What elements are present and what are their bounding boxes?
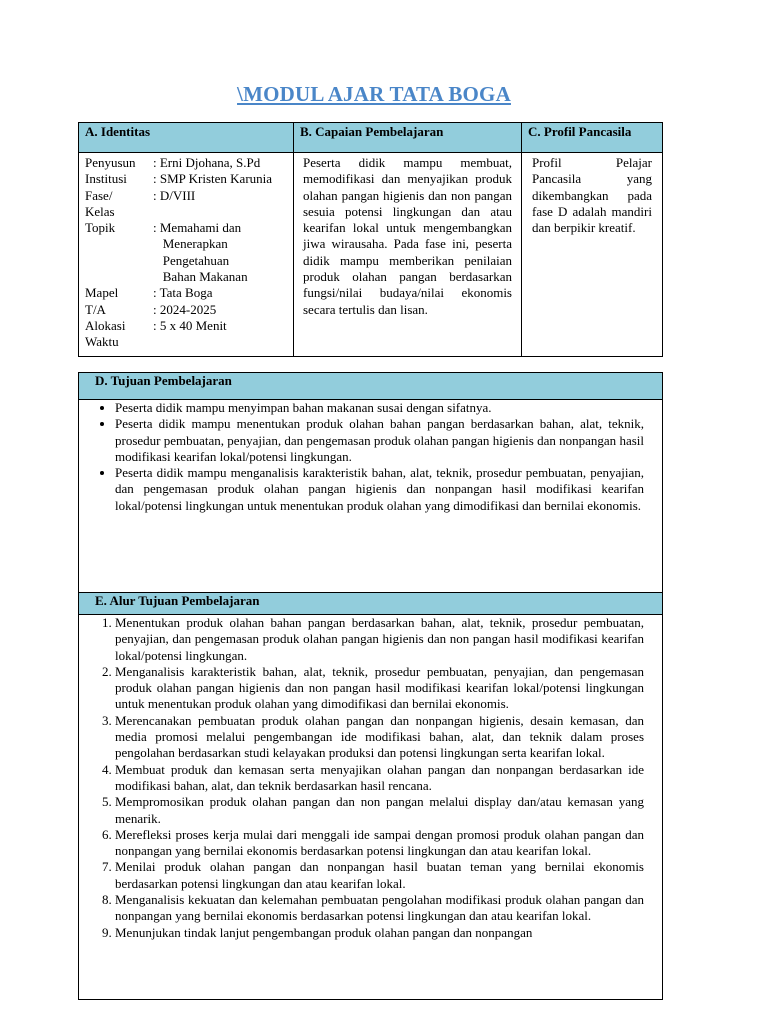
identitas-value: Bahan Makanan xyxy=(153,269,248,285)
alur-item: 8. Menganalisis kekuatan dan kelemahan pembuatan pengolahan modifikasi produk olahan pangan dan nonpangan yang bernilai ekonomis berdasarkan potensi lingkungan dan atau kearifan lokal. xyxy=(115,892,644,925)
identitas-label: Penyusun xyxy=(85,155,136,170)
profil-header: C. Profil Pancasila xyxy=(522,123,663,153)
alur-item: 5. Mempromosikan produk olahan pangan dan non pangan melalui display dan/atau kemasan yang menarik. xyxy=(115,794,644,827)
identitas-value: Menerapkan xyxy=(153,236,228,252)
capaian-text: Peserta didik mampu membuat, memodifikasi dan menyajikan produk olahan pangan higienis dan non pangan sesuia potensi lingkungan dan atau kearifan lokal untuk mengembangkan jiwa wirausaha. Pada fase ini, peserta didik mampu memberikan penilaian produk olahan pangan berdasarkan fungsi/nilai budaya/nilai ekonomis secara tertulis dan lisan. xyxy=(303,155,512,317)
alur-cell xyxy=(79,615,663,1000)
identity-table xyxy=(78,122,663,357)
tujuan-item: • Peserta didik mampu menentukan produk olahan bahan pangan berdasarkan bahan, alat, teknik, prosedur pembuatan, penyajian, dan pengemasan produk olahan pangan higienis dan nonpangan hasil modifikasi kearifan lokal/potensi lingkungan. xyxy=(115,416,644,465)
tujuan-item: • Peserta didik mampu menyimpan bahan makanan susai dengan sifatnya. xyxy=(115,400,644,416)
identitas-value: : 5 x 40 Menit xyxy=(153,317,227,333)
alur-item: 9. Menunjukan tindak lanjut pengembangan produk olahan pangan dan nonpangan xyxy=(115,925,644,941)
identitas-value: : SMP Kristen Karunia xyxy=(153,171,273,187)
capaian-header: B. Capaian Pembelajaran xyxy=(294,123,522,153)
identitas-label: Alokasi xyxy=(85,317,126,333)
document-title: \MODUL AJAR TATA BOGA xyxy=(237,82,511,106)
identitas-label: Fase/ xyxy=(85,187,113,203)
alur-item: 1. Menentukan produk olahan bahan pangan berdasarkan bahan, alat, teknik, prosedur pembuatan, penyajian, dan pengemasan produk olahan pangan higienis dan non pangan hasil modifikasi kearifan lokal/potensi lingkungan. xyxy=(115,615,644,664)
identitas-header: A. Identitas xyxy=(79,123,294,153)
identitas-grid xyxy=(79,153,293,351)
identitas-value: Pengetahuan xyxy=(153,252,230,268)
tujuan-item: • Peserta didik mampu menganalisis karakteristik bahan, alat, teknik, prosedur pembuatan, penyajian, dan pengemasan produk olahan pangan higienis dan nonpangan hasil modifikasi kearifan lokal/potensi lingkungan untuk menentukan produk olahan yang dimodifikasi dan bernilai ekonomis. xyxy=(115,465,644,514)
alur-list xyxy=(79,615,662,941)
identitas-value: : D/VIII xyxy=(153,187,196,203)
identitas-label: Waktu xyxy=(85,334,119,350)
tujuan-cell xyxy=(79,400,663,595)
alur-header: E. Alur Tujuan Pembelajaran xyxy=(79,593,663,615)
identitas-cell xyxy=(79,153,294,357)
profil-text: Profil Pelajar Pancasila yang dikembangkan pada fase D adalah mandiri dan berpikir kreatif. xyxy=(532,155,652,236)
capaian-cell xyxy=(294,153,522,357)
alur-item: 3. Merencanakan pembuatan produk olahan pangan dan nonpangan higienis, desain kemasan, dan media promosi melalui pengembangan ide modifikasi bahan, alat, dan teknik dalam proses pengolahan berdasarkan studi kelayakan produksi dan potensi lingkungan serta kearifan lokal. xyxy=(115,713,644,762)
identitas-label: T/A xyxy=(85,301,106,317)
tujuan-table xyxy=(78,372,663,595)
identitas-label: Kelas xyxy=(85,203,115,219)
alur-item: 4. Membuat produk dan kemasan serta menyajikan olahan pangan dan nonpangan berdasarkan ide modifikasi bahan, alat, dan teknik berdasarkan hasil rencana. xyxy=(115,762,644,795)
identitas-value: : Tata Boga xyxy=(153,285,213,301)
identitas-label xyxy=(85,253,153,269)
identitas-label: Mapel xyxy=(85,285,119,301)
alur-item: 7. Menilai produk olahan pangan dan nonpangan hasil buatan teman yang bernilai ekonomis berdasarkan potensi lingkungan dan atau kearifan lokal. xyxy=(115,859,644,892)
alur-item: 2. Menganalisis karakteristik bahan, alat, teknik, prosedur pembuatan, penyajian, dan pengemasan produk olahan pangan higienis dan non pangan hasil modifikasi kearifan lokal/potensi lingkungan untuk menentukan produk olahan yang dimodifikasi dan bernilai ekonomis. xyxy=(115,664,644,713)
profil-cell xyxy=(522,153,663,357)
tujuan-header: D. Tujuan Pembelajaran xyxy=(79,373,663,400)
identitas-label: Topik xyxy=(85,220,116,236)
alur-item: 6. Merefleksi proses kerja mulai dari menggali ide sampai dengan promosi produk olahan pangan dan nonpangan yang bernilai ekonomis berdasarkan potensi lingkungan dan atau kearifan lokal. xyxy=(115,827,644,860)
identitas-label xyxy=(85,269,153,285)
identitas-value xyxy=(153,204,293,220)
identitas-value xyxy=(153,334,293,350)
identitas-value: : 2024-2025 xyxy=(153,301,217,317)
identitas-label xyxy=(85,236,153,252)
identitas-label: Institusi xyxy=(85,171,127,187)
tujuan-list xyxy=(79,400,662,514)
alur-table xyxy=(78,592,663,1000)
identitas-value: : Erni Djohana, S.Pd xyxy=(153,155,261,170)
identitas-value: : Memahami dan xyxy=(153,220,242,236)
